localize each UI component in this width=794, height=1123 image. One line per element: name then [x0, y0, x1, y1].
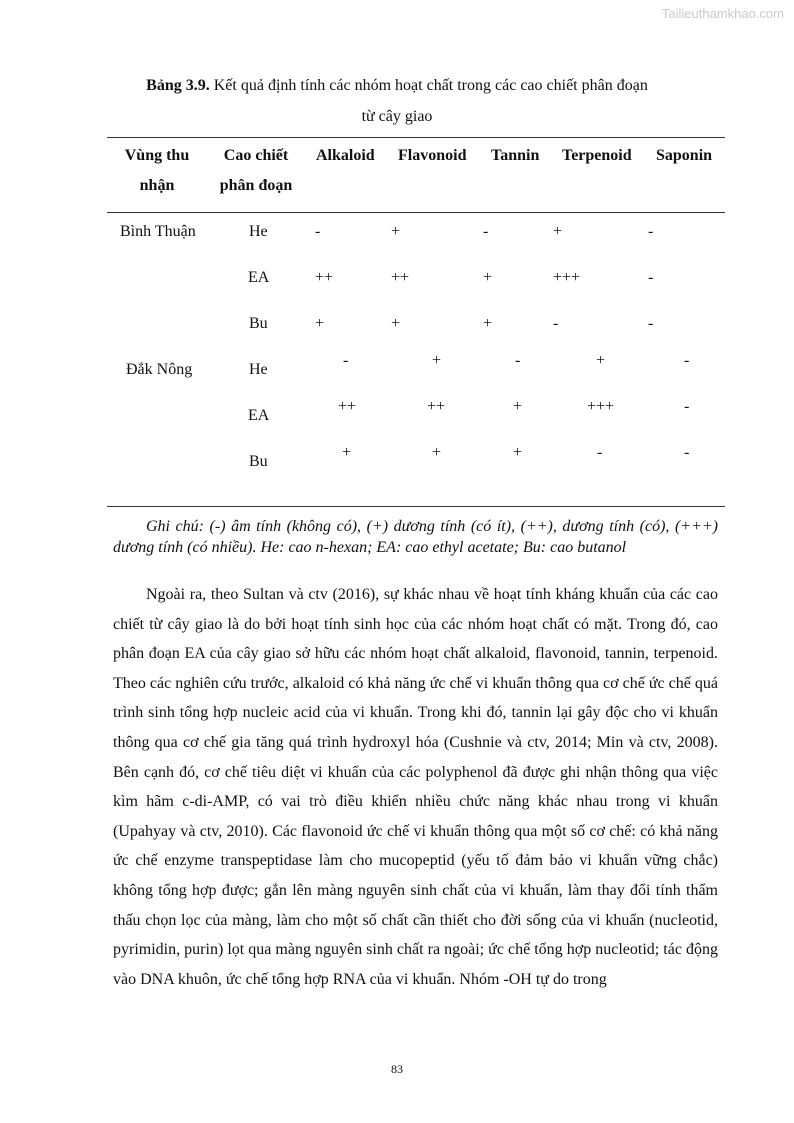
table-cell: +	[315, 315, 325, 332]
table-cell: +	[391, 315, 401, 332]
watermark: Tailieuthamkhao.com	[661, 6, 784, 21]
table-cell: -	[553, 315, 559, 332]
table-cell: +	[432, 352, 442, 369]
header-fraction: Cao chiết phân đoạn	[219, 147, 293, 194]
table-caption-text: Kết quả định tính các nhóm hoạt chất trong các cao chiết phân đoạn	[209, 77, 648, 94]
table-caption-label: Bảng 3.9.	[146, 77, 210, 94]
table-cell: -	[648, 269, 654, 286]
table-cell: +	[342, 444, 352, 461]
table-cell-fraction: He	[249, 361, 268, 378]
header-saponin: Saponin	[656, 147, 713, 164]
table-cell: -	[483, 223, 489, 240]
table-caption	[0, 77, 794, 95]
body-paragraph: Ngoài ra, theo Sultan và ctv (2016), sự khác nhau về hoạt tính kháng khuẩn của các cao chiết từ cây giao là do bởi hoạt tính sinh học của các nhóm hoạt chất có mặt. Trong đó, cao phân đoạn EA của cây giao sở hữu các nhóm hoạt chất alkaloid, flavonoid, tannin, terpenoid. Theo các nghiên cứu trước, alkaloid có khả năng ức chế vi khuẩn thông qua cơ chế ức chế quá trình sinh tổng hợp nucleic acid của vi khuẩn. Trong khi đó, tannin lại gây độc cho vi khuẩn thông qua cơ chế gia tăng quá trình hydroxyl hóa (Cushnie và ctv, 2014; Min và ctv, 2008). Bên cạnh đó, cơ chế tiêu diệt vi khuẩn của các polyphenol đã được ghi nhận thông qua việc kìm hãm c-di-AMP, có vai trò điều khiển nhiều chức năng khác nhau trong vi khuẩn (Upahyay và ctv, 2010). Các flavonoid ức chế vi khuẩn thông qua một số cơ chế: có khả năng ức chế enzyme transpeptidase làm cho mucopeptid (yếu tố đảm bảo vi khuẩn vững chắc) không tổng hợp được; gắn lên màng nguyên sinh chất của vi khuẩn, làm thay đổi tính thẩm thấu chọn lọc của màng, làm cho một số chất cần thiết cho đời sống của vi khuẩn (nucleotid, pyrimidin, purin) lọt qua màng nguyên sinh chất ra ngoài; ức chế tổng hợp nucleotid; tác động vào DNA khuôn, ức chế tổng hợp RNA của vi khuẩn. Nhóm -OH tự do trong	[113, 586, 718, 988]
header-region: Vùng thu nhận	[124, 147, 190, 194]
table-cell: -	[684, 398, 690, 415]
table-cell: -	[648, 223, 654, 240]
table-cell: +	[553, 223, 563, 240]
table-cell: +	[483, 269, 493, 286]
table-cell: -	[597, 444, 603, 461]
table-cell-fraction: He	[249, 223, 268, 240]
header-tannin: Tannin	[491, 147, 540, 164]
table-cell: +++	[587, 398, 615, 415]
table-cell-fraction: Bu	[249, 453, 268, 470]
table-bottom-rule	[107, 506, 725, 507]
table-cell: ++	[391, 269, 410, 286]
body-text	[113, 580, 718, 994]
table-cell: ++	[338, 398, 357, 415]
table-cell-fraction: Bu	[249, 315, 268, 332]
table-cell: +	[513, 444, 523, 461]
table-cell: ++	[315, 269, 334, 286]
table-cell: +++	[553, 269, 581, 286]
table-note-text: Ghi chú: (-) âm tính (không có), (+) dương tính (có ít), (++), dương tính (có), (+++) dương tính (có nhiều). He: cao n-hexan; EA: cao ethyl acetate; Bu: cao butanol	[113, 518, 718, 556]
table-cell: -	[315, 223, 321, 240]
region-dak-nong: Đắk Nông	[126, 361, 193, 378]
table-cell: ++	[427, 398, 446, 415]
table-cell-fraction: EA	[248, 407, 270, 424]
table-cell: +	[483, 315, 493, 332]
table-cell: -	[343, 352, 349, 369]
table-cell: -	[515, 352, 521, 369]
region-binh-thuan: Bình Thuận	[120, 223, 196, 240]
table-cell: -	[684, 444, 690, 461]
table-top-rule	[107, 137, 725, 138]
table-header-rule	[107, 212, 725, 213]
table-cell: +	[596, 352, 606, 369]
table-cell: +	[432, 444, 442, 461]
header-alkaloid: Alkaloid	[316, 147, 375, 164]
table-cell: -	[684, 352, 690, 369]
table-cell: +	[513, 398, 523, 415]
table-cell-fraction: EA	[248, 269, 270, 286]
table-cell: +	[391, 223, 401, 240]
header-flavonoid: Flavonoid	[398, 147, 467, 164]
page-number: 83	[391, 1062, 403, 1076]
header-terpenoid: Terpenoid	[562, 147, 632, 164]
table-note	[113, 516, 718, 558]
table-caption-continued: từ cây giao	[361, 108, 433, 125]
table-cell: -	[648, 315, 654, 332]
